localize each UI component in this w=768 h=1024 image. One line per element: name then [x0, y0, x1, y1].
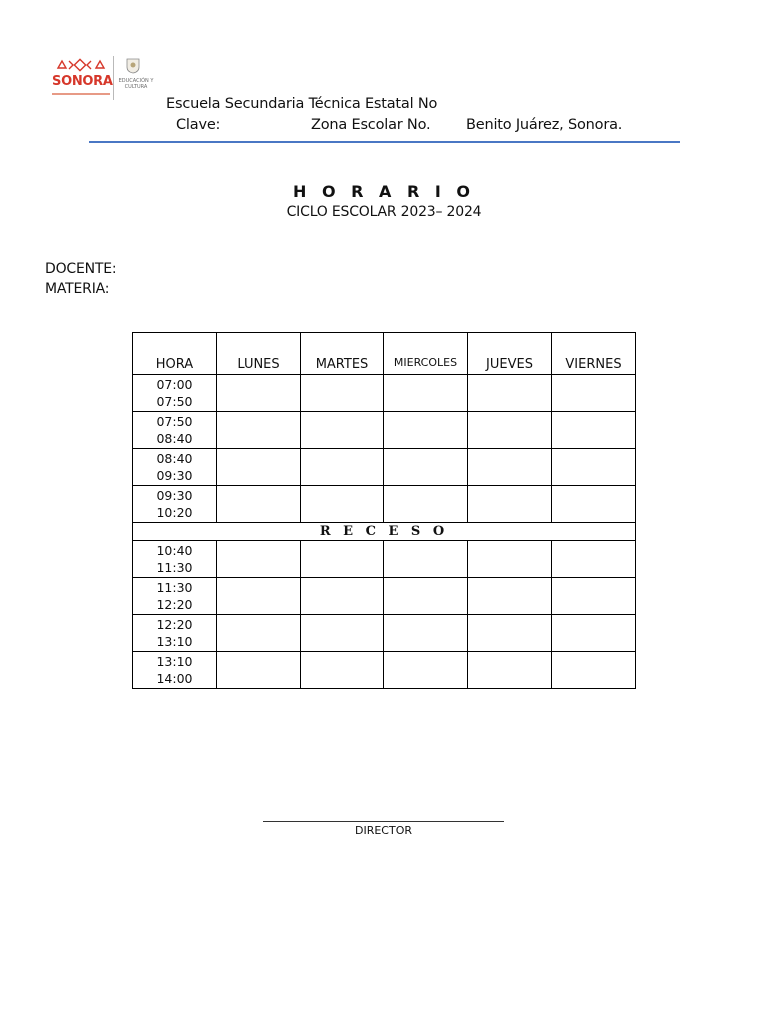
schedule-cell[interactable] — [301, 578, 384, 615]
schedule-cell[interactable] — [217, 449, 301, 486]
time-start: 08:40 — [156, 451, 193, 466]
time-cell — [133, 375, 217, 412]
table-row — [133, 486, 636, 523]
schedule-cell[interactable] — [468, 615, 552, 652]
schedule-cell[interactable] — [217, 375, 301, 412]
schedule-cell[interactable] — [552, 652, 636, 689]
schedule-cell[interactable] — [384, 375, 468, 412]
table-row — [133, 652, 636, 689]
time-start: 11:30 — [156, 580, 193, 595]
schedule-cell[interactable] — [384, 615, 468, 652]
time-end: 10:20 — [156, 505, 193, 520]
signature-label: DIRECTOR — [354, 824, 412, 837]
location-label: Benito Juárez, Sonora. — [466, 117, 623, 133]
school-name: Escuela Secundaria Técnica Estatal No — [166, 96, 438, 112]
time-end: 09:30 — [156, 468, 193, 483]
schedule-cell[interactable] — [217, 486, 301, 523]
schedule-cell[interactable] — [468, 375, 552, 412]
schedule-cell[interactable] — [552, 375, 636, 412]
column-header-hora: HORA — [133, 333, 217, 375]
recess-label: R E C E S O — [133, 523, 636, 541]
schedule-cell[interactable] — [217, 578, 301, 615]
time-cell — [133, 578, 217, 615]
column-header-martes: MARTES — [301, 333, 384, 375]
schedule-cell[interactable] — [301, 652, 384, 689]
signature-line — [263, 821, 504, 822]
logo-divider — [113, 56, 114, 100]
schedule-cell[interactable] — [301, 615, 384, 652]
time-cell — [133, 412, 217, 449]
schedule-cell[interactable] — [384, 486, 468, 523]
schedule-cell[interactable] — [301, 486, 384, 523]
time-start: 09:30 — [156, 488, 193, 503]
schedule-cell[interactable] — [384, 652, 468, 689]
time-cell — [133, 541, 217, 578]
header-divider — [89, 141, 680, 143]
time-start: 10:40 — [156, 543, 193, 558]
time-end: 08:40 — [156, 431, 193, 446]
schedule-cell[interactable] — [301, 541, 384, 578]
logo-underline — [52, 93, 110, 95]
time-start: 13:10 — [156, 654, 193, 669]
time-cell — [133, 615, 217, 652]
schedule-cell[interactable] — [552, 541, 636, 578]
time-cell — [133, 652, 217, 689]
schedule-cell[interactable] — [384, 412, 468, 449]
table-row — [133, 412, 636, 449]
schedule-table — [132, 332, 636, 689]
table-row — [133, 449, 636, 486]
schedule-cell[interactable] — [552, 412, 636, 449]
schedule-cell[interactable] — [384, 578, 468, 615]
materia-label: MATERIA: — [45, 281, 110, 297]
schedule-cell[interactable] — [301, 449, 384, 486]
page-title: H O R A R I O — [293, 182, 475, 201]
zona-label: Zona Escolar No. — [311, 117, 431, 133]
time-start: 07:00 — [156, 377, 193, 392]
schedule-cell[interactable] — [552, 449, 636, 486]
schedule-cell[interactable] — [552, 615, 636, 652]
table-row — [133, 541, 636, 578]
clave-label: Clave: — [176, 117, 221, 133]
time-end: 11:30 — [156, 560, 193, 575]
schedule-cell[interactable] — [468, 652, 552, 689]
logo-sub-label: EDUCACIÓN Y CULTURA — [118, 78, 154, 90]
time-end: 07:50 — [156, 394, 193, 409]
schedule-cell[interactable] — [217, 652, 301, 689]
table-row — [133, 375, 636, 412]
schedule-cell[interactable] — [384, 541, 468, 578]
column-header-lunes: LUNES — [217, 333, 301, 375]
docente-label: DOCENTE: — [45, 261, 117, 277]
table-header-row — [133, 333, 636, 375]
column-header-viernes: VIERNES — [552, 333, 636, 375]
logo-wordmark: SONORA — [52, 74, 113, 89]
schedule-cell[interactable] — [552, 578, 636, 615]
schedule-cell[interactable] — [301, 412, 384, 449]
sonora-logo — [50, 54, 154, 106]
schedule-cell[interactable] — [384, 449, 468, 486]
schedule-cell[interactable] — [217, 541, 301, 578]
school-year: CICLO ESCOLAR 2023– 2024 — [286, 204, 482, 220]
time-end: 13:10 — [156, 634, 193, 649]
schedule-cell[interactable] — [468, 486, 552, 523]
time-end: 12:20 — [156, 597, 193, 612]
column-header-jueves: JUEVES — [468, 333, 552, 375]
time-start: 07:50 — [156, 414, 193, 429]
time-cell — [133, 449, 217, 486]
sonora-emblem-icon — [56, 58, 106, 72]
time-start: 12:20 — [156, 617, 193, 632]
table-row — [133, 615, 636, 652]
schedule-cell[interactable] — [217, 615, 301, 652]
schedule-cell[interactable] — [552, 486, 636, 523]
schedule-cell[interactable] — [468, 449, 552, 486]
schedule-cell[interactable] — [217, 412, 301, 449]
schedule-cell[interactable] — [468, 412, 552, 449]
column-header-miercoles: MIERCOLES — [384, 333, 468, 375]
schedule-cell[interactable] — [468, 578, 552, 615]
recess-row — [133, 523, 636, 541]
time-end: 14:00 — [156, 671, 193, 686]
clave-row — [176, 117, 646, 137]
schedule-cell[interactable] — [301, 375, 384, 412]
state-seal-icon — [126, 58, 140, 74]
schedule-cell[interactable] — [468, 541, 552, 578]
table-row — [133, 578, 636, 615]
time-cell — [133, 486, 217, 523]
